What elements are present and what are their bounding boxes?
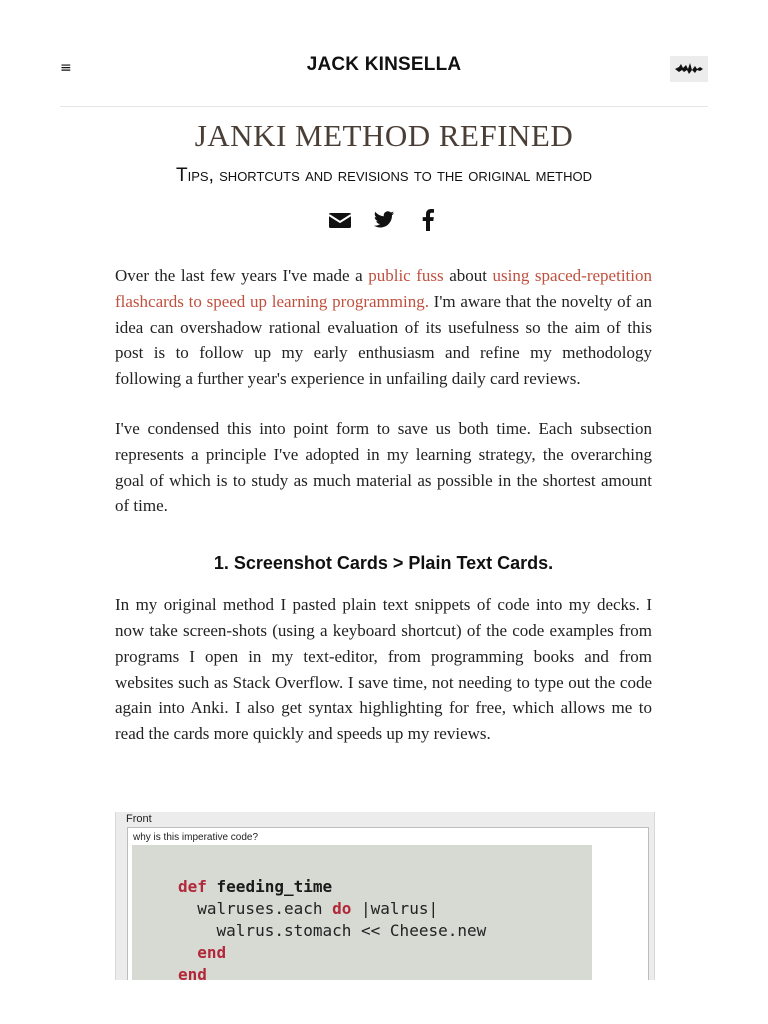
card-question: why is this imperative code? [133, 832, 259, 843]
code-line: end [178, 965, 207, 980]
code-text: walruses.each [178, 899, 333, 918]
anki-card-screenshot [115, 812, 655, 980]
avatar-logo-icon[interactable] [670, 56, 708, 82]
code-line [178, 899, 438, 918]
code-line: walrus.stomach << Cheese.new [178, 921, 487, 940]
code-keyword: do [332, 899, 352, 918]
hamburger-menu-icon[interactable]: ≡ [60, 60, 72, 76]
email-icon[interactable] [328, 208, 352, 232]
section-heading: 1. Screenshot Cards > Plain Text Cards. [213, 553, 554, 574]
code-name: feeding_time [206, 877, 333, 896]
front-label: Front [126, 813, 152, 825]
twitter-icon[interactable] [372, 208, 396, 232]
public-fuss-link[interactable]: public fuss [368, 266, 444, 285]
share-bar [0, 206, 768, 234]
post-title: JANKI METHOD REFINED [194, 118, 574, 153]
intro-paragraph [115, 263, 652, 392]
code-line: end [178, 943, 227, 962]
intro-text: about [443, 266, 493, 285]
facebook-icon[interactable] [416, 208, 440, 232]
condensed-paragraph: I've condensed this into point form to save us both time. Each subsection represents a principle I've adopted in my learning strategy, the overarching goal of which is to study as much material as possible in the shortest amount of time. [115, 418, 652, 516]
code-keyword: def [178, 877, 207, 896]
site-header [60, 40, 708, 107]
post-subtitle: Tips, shortcuts and revisions to the original method [176, 165, 592, 186]
article-body [115, 263, 652, 773]
site-title-link[interactable]: JACK KINSELLA [306, 54, 462, 75]
screenshot-paragraph: In my original method I pasted plain text snippets of code into my decks. I now take screen-shots (using a keyboard shortcut) of the code examples from programs I open in my text-editor, from programming books and from websites such as Stack Overflow. I save time, not needing to type out the code again into Anki. I also get syntax highlighting for free, which allows me to read the cards more quickly and speeds up my reviews. [115, 595, 652, 744]
code-line [178, 877, 332, 896]
code-text: |walrus| [351, 899, 439, 918]
spaced-repetition-link[interactable]: using spaced-repetition flashcards to speed up learning programming. [115, 266, 652, 311]
code-screenshot [132, 845, 592, 980]
intro-text: I'm aware that the novelty of an idea can overshadow rational evaluation of its usefulness so the aim of this post is to follow up my early enthusiasm and refine my methodology following a further year's experience in unfailing daily card reviews. [115, 291, 653, 389]
intro-text: Over the last few years I've made a [115, 266, 369, 285]
card-front-box [127, 827, 649, 980]
